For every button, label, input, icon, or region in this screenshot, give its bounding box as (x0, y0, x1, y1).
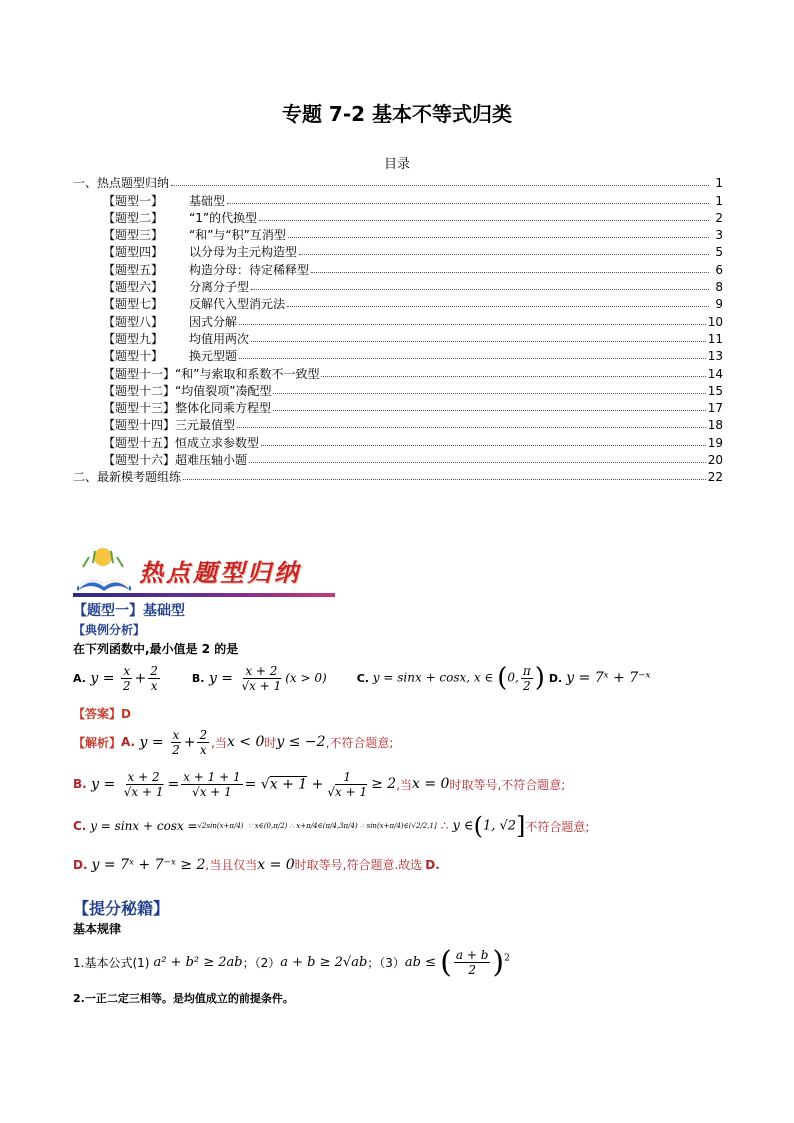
toc-entry-text (103, 315, 237, 329)
analysis-a-formula: y = $\frac{x}{2}$ + $\frac{2}{x}$ (135, 727, 208, 757)
analysis-d-lead: D. (73, 857, 88, 872)
analysis-b-x: x = 0 (412, 776, 450, 792)
toc-entry-text (103, 263, 309, 277)
section-label: 基础型 (143, 603, 185, 619)
option-b-domain: (x > 0) (285, 671, 327, 685)
toc-entry[interactable] (73, 381, 723, 398)
toc-entry[interactable] (73, 329, 723, 346)
toc-entry-page: 3 (715, 228, 723, 243)
banner-text: 热点题型归纳 (139, 558, 301, 587)
toc-entry-text (103, 280, 249, 294)
rule1-formula-1: a² + b² ≥ 2ab (153, 954, 243, 970)
document-title: 专题 7-2 基本不等式归类 (281, 102, 513, 126)
toc-entry-page: 14 (707, 366, 723, 381)
toc-entry-page: 20 (707, 453, 723, 468)
toc-entry[interactable] (73, 346, 723, 363)
toc-entry-page: 8 (715, 280, 723, 295)
toc-entry[interactable] (73, 311, 723, 328)
toc-entry[interactable] (73, 208, 723, 225)
toc-entry-page: 5 (715, 245, 723, 260)
toc-entry-bracket: 【题型十】 (103, 349, 164, 364)
analysis-c-derivation: √2sin(x+π/4) ∵ x∈(0,π/2) ∴ x+π/4∈(π/4,3π/4) ∴ sin(x+π/4)∈(√2/2,1] (197, 822, 437, 830)
toc-entry-label: 基础型 (189, 193, 226, 208)
rule1-sep-1: ；（2） (242, 955, 281, 970)
toc-entry-label: 超难压轴小题 (175, 453, 248, 468)
section-heading (73, 600, 185, 620)
option-c-formula: y = sinx + cosx, x ∈ (0, $\frac{\pi}{2}$ ) (372, 663, 545, 693)
toc-entry-page: 1 (715, 193, 723, 208)
toc-entry-text (103, 297, 285, 311)
toc-entry-bracket: 【题型三】 (103, 228, 164, 243)
toc-entry[interactable] (73, 415, 723, 432)
toc-entry-page: 1 (715, 176, 723, 191)
analysis-a-cond-x: x < 0 (226, 734, 265, 750)
toc-entry-label: 因式分解 (189, 314, 238, 329)
toc-entry-page: 10 (707, 314, 723, 329)
toc-entry[interactable] (73, 363, 723, 380)
analysis-a-cond-when: 时 (264, 735, 277, 750)
analysis-a-cond-y: y ≤ −2 (276, 734, 326, 750)
toc-leader-dots (183, 479, 706, 480)
option-c-letter: C. (356, 671, 369, 685)
toc-entry-label: 以分母为主元构造型 (189, 245, 298, 260)
toc-entry-bracket: 【题型十六】 (103, 453, 176, 468)
analysis-d-formula: y = 7ˣ + 7⁻ˣ ≥ 2 (91, 856, 206, 873)
toc-entry-page: 22 (707, 470, 723, 485)
toc-entry-text (103, 367, 319, 381)
rule1-formula-3: ab ≤ ( $\frac{a + b}{2}$ )$^2$ (404, 944, 510, 980)
toc-entry-bracket: 【题型十三】 (103, 401, 176, 416)
toc-entry-label: 构造分母：待定稀释型 (189, 262, 310, 277)
toc-entry-label: “1”的代换型 (189, 210, 258, 225)
toc-leader-dots (227, 203, 709, 204)
toc-entry[interactable] (73, 277, 723, 294)
toc-entry-text (103, 245, 297, 259)
toc-entry-bracket: 【题型十一】 (103, 366, 176, 381)
toc-leader-dots (239, 358, 706, 359)
toc-entry-bracket: 【题型七】 (103, 297, 164, 312)
toc-entry-text (103, 384, 271, 398)
toc-entry[interactable] (73, 432, 723, 449)
toc-leader-dots (251, 341, 706, 342)
toc-entry[interactable] (73, 225, 723, 242)
toc-entry-bracket: 【题型一】 (103, 193, 164, 208)
toc-entry-label: 反解代入型消元法 (189, 297, 286, 312)
toc-entry-page: 18 (707, 418, 723, 433)
section-banner (73, 545, 335, 600)
example-tag: 【典例分析】 (73, 623, 146, 637)
analysis-b-lead: B. (73, 777, 87, 791)
toc-entry-label: 整体化同乘方程型 (175, 401, 272, 416)
option-d-letter: D. (548, 671, 563, 685)
toc-entry-label: 二、最新模考题组练 (73, 470, 182, 485)
toc-leader-dots (311, 272, 709, 273)
toc-entry-text (103, 453, 247, 467)
toc-heading: 目录 (383, 157, 410, 172)
toc-entry-label: “均值裂项”凑配型 (175, 383, 272, 398)
toc-leader-dots (273, 393, 705, 394)
toc-entry[interactable] (73, 242, 723, 259)
analysis-label: 【解析】 (73, 735, 122, 750)
toc-leader-dots (251, 289, 709, 290)
toc-entry-page: 9 (715, 297, 723, 312)
analysis-c-range: y ∈(1, √2] (448, 812, 526, 840)
analysis-a-row (73, 724, 393, 760)
toc-entry-text (103, 349, 237, 363)
toc-entry[interactable] (73, 173, 723, 190)
open-book-icon (73, 547, 135, 593)
analysis-a-tail: ,不符合题意; (325, 735, 394, 750)
toc-entry[interactable] (73, 467, 723, 484)
rule1-sep-2: ；（3） (367, 955, 405, 970)
toc-entry-label: “和”与“积”互消型 (189, 228, 286, 243)
toc-leader-dots (249, 462, 706, 463)
toc-entry-bracket: 【题型五】 (103, 262, 164, 277)
question-stem: 在下列函数中,最小值是 2 的是 (73, 642, 239, 656)
toc-entry-bracket: 【题型十四】 (103, 418, 176, 433)
toc-leader-dots (237, 427, 706, 428)
analysis-a-lead: A. (121, 735, 136, 749)
toc-entry[interactable] (73, 450, 723, 467)
options-row (73, 660, 651, 696)
option-d-formula: y = 7ˣ + 7⁻ˣ (566, 670, 651, 686)
toc-leader-dots (239, 324, 706, 325)
toc-entry-label: 恒成立求参数型 (175, 435, 260, 450)
rule-1 (73, 944, 510, 980)
rules-title: 基本规律 (73, 922, 122, 936)
toc-entry-page: 17 (707, 401, 723, 416)
toc-entry-bracket: 【题型十二】 (103, 383, 176, 398)
analysis-b-formula: y = $\frac{x + 2}{√x + 1}$ = $\frac{x + 1 + 1}{√x + 1}$ = √x + 1 + $\frac{1}{√x + 1}$ (86, 769, 368, 799)
analysis-d-end: . (435, 857, 440, 872)
toc-entry-bracket: 【题型九】 (103, 331, 164, 346)
option-a-letter: A. (73, 671, 86, 685)
toc-entry-label: 一、热点题型归纳 (73, 176, 170, 191)
analysis-b-row (73, 764, 565, 804)
toc-entry-text (103, 401, 271, 415)
analysis-a-cond: ,当 (211, 735, 227, 750)
section-bracket: 【题型一】 (73, 603, 143, 619)
toc-leader-dots (259, 220, 709, 221)
analysis-b-tail1: ,当 (396, 777, 413, 792)
toc-leader-dots (261, 445, 706, 446)
toc-entry-text (103, 211, 257, 225)
toc-entry[interactable] (73, 259, 723, 276)
toc-entry-bracket: 【题型二】 (103, 210, 164, 225)
analysis-b-tail3: 时取等号,不符合题意; (449, 777, 566, 792)
answer-row (73, 703, 131, 722)
toc-entry-page: 13 (707, 349, 723, 364)
analysis-d-tail3: 时取等号,符合题意.故选 (294, 858, 423, 872)
toc-entry-page: 2 (715, 210, 723, 225)
answer-label: 【答案】 (73, 707, 122, 721)
toc-entry[interactable] (73, 294, 723, 311)
toc-leader-dots (273, 410, 706, 411)
toc-entry-text (73, 176, 169, 190)
toc-entry[interactable] (73, 190, 723, 207)
toc-entry-text (103, 228, 286, 242)
toc-entry-label: 三元最值型 (175, 418, 236, 433)
toc-leader-dots (321, 376, 705, 377)
analysis-c-tail: 不符合题意; (525, 819, 590, 834)
option-b-letter: B. (191, 671, 205, 685)
analysis-c-row: C. y = sinx + cosx = √2sin(x+π/4) ∵ x∈(0,π/2) ∴ x+π/4∈(π/4,3π/4) ∴ sin(x+π/4)∈(√2/2,1] ∴ y ∈(1, √2] 不符合题意; (73, 812, 590, 840)
toc-entry-text (103, 436, 259, 450)
analysis-d-row (73, 856, 440, 873)
option-b-formula: y = $\frac{x + 2}{√x + 1}$ (204, 663, 282, 693)
toc-leader-dots (287, 306, 709, 307)
banner-underline (73, 593, 335, 597)
toc-entry-text (103, 194, 225, 208)
rule1-lead: 1.基本公式(1) (73, 955, 150, 970)
rule1-formula-2: a + b ≥ 2√ab (280, 954, 368, 970)
tips-heading: 【提分秘籍】 (73, 899, 170, 918)
answer-value: D (121, 707, 131, 721)
toc-entry-label: “和”与索取和系数不一致型 (175, 366, 320, 381)
analysis-c-lead: C. (73, 819, 87, 833)
toc-entry-label: 分离分子型 (189, 280, 250, 295)
toc-entry-bracket: 【题型六】 (103, 280, 164, 295)
toc-entry-page: 19 (707, 435, 723, 450)
toc-entry-bracket: 【题型十五】 (103, 435, 176, 450)
toc-entry-bracket: 【题型四】 (103, 245, 164, 260)
toc-leader-dots (299, 254, 709, 255)
analysis-c-formula: y = sinx + cosx = (90, 819, 198, 833)
toc-leader-dots (171, 185, 709, 186)
toc-entry-page: 15 (707, 383, 723, 398)
toc-entry-page: 11 (707, 331, 723, 346)
toc-entry-text (73, 470, 181, 484)
toc-leader-dots (288, 237, 709, 238)
toc-entry-label: 均值用两次 (189, 331, 250, 346)
table-of-contents (73, 173, 723, 484)
toc-entry-page: 6 (715, 262, 723, 277)
toc-entry[interactable] (73, 398, 723, 415)
analysis-d-x: x = 0 (257, 856, 295, 873)
toc-entry-text (103, 332, 249, 346)
rule-2: 2.一正二定三相等。是均值成立的前提条件。 (73, 992, 294, 1005)
analysis-d-choice: D (425, 857, 436, 872)
toc-entry-label: 换元型题 (189, 349, 238, 364)
option-a-formula: y = $\frac{x}{2}$ + $\frac{2}{x}$ (85, 663, 158, 693)
analysis-d-tail1: ,当且仅当 (205, 858, 258, 872)
toc-entry-text (103, 418, 235, 432)
toc-entry-bracket: 【题型八】 (103, 314, 164, 329)
analysis-b-geq: ≥ 2 (371, 776, 397, 792)
